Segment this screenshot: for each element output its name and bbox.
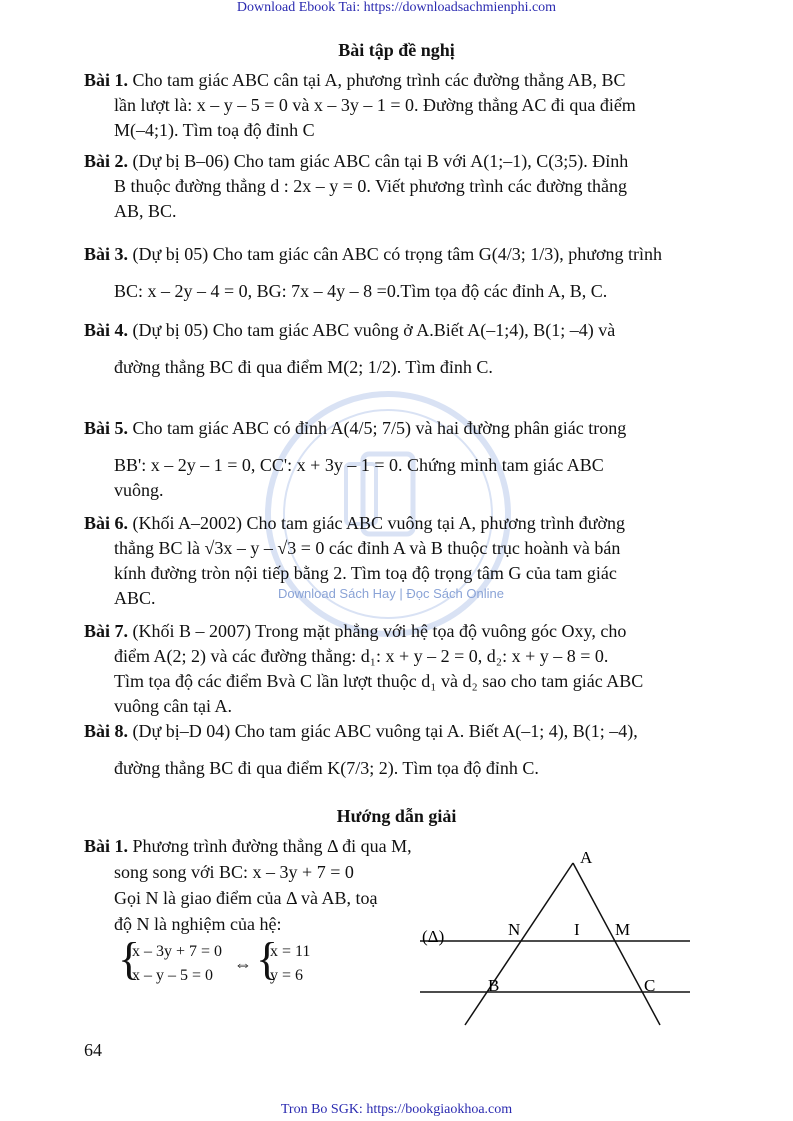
solutions-title: Hướng dẫn giải xyxy=(336,806,457,826)
exercise-text: đường thẳng BC đi qua điểm M(2; 1/2). Tìm đỉnh C. xyxy=(114,357,493,377)
exercise-text: ABC. xyxy=(114,588,156,608)
line-ac xyxy=(573,863,660,1025)
exercise-text: điểm A(2; 2) và các đường thẳng: d₁: x + y – 2 = 0, d₂: x + y – 8 = 0. xyxy=(114,646,609,666)
exercise-text: kính đường tròn nội tiếp bằng 2. Tìm toạ độ trọng tâm G của tam giác xyxy=(114,563,617,583)
exercise-6 xyxy=(84,511,724,611)
exercise-8 xyxy=(84,719,724,781)
exercise-text: lần lượt là: x – y – 5 = 0 và x – 3y – 1 = 0. Đường thẳng AC đi qua điểm xyxy=(114,95,636,115)
exercise-text: vuông cân tại A. xyxy=(114,696,232,716)
exercise-text: M(–4;1). Tìm toạ độ đỉnh C xyxy=(114,120,315,140)
label-delta: (Δ) xyxy=(422,927,445,946)
system-left xyxy=(132,940,242,988)
exercise-text: thẳng BC là √3x – y – √3 = 0 các đỉnh A và B thuộc trục hoành và bán xyxy=(114,538,621,558)
exercise-label: Bài 5. xyxy=(84,418,129,438)
exercise-label: Bài 6. xyxy=(84,513,129,533)
exercise-label: Bài 4. xyxy=(84,320,129,340)
solution-text: song song với BC: x – 3y + 7 = 0 xyxy=(114,862,354,882)
equiv-symbol: ⇔ xyxy=(234,954,252,974)
label-m: M xyxy=(615,920,631,939)
exercise-text: Tìm tọa độ các điểm Bvà C lần lượt thuộc d₁ và d₂ sao cho tam giác ABC xyxy=(114,671,644,691)
exercise-text: Cho tam giác ABC cân tại A, phương trình các đường thẳng AB, BC xyxy=(132,70,626,90)
label-b: B xyxy=(488,976,500,995)
exercise-1 xyxy=(84,68,724,143)
triangle-figure xyxy=(410,835,700,1030)
exercise-text: (Dự bị B–06) Cho tam giác ABC cân tại B với A(1;–1), C(3;5). Đỉnh xyxy=(132,151,629,171)
exercise-text: (Dự bị–D 04) Cho tam giác ABC vuông tại A. Biết A(–1; 4), B(1; –4), xyxy=(132,721,638,741)
label-c: C xyxy=(644,976,656,995)
solution-text: Phương trình đường thẳng Δ đi qua M, xyxy=(132,836,412,856)
exercise-4 xyxy=(84,318,724,380)
solution-text: độ N là nghiệm của hệ: xyxy=(114,914,282,934)
exercise-text: (Khối A–2002) Cho tam giác ABC vuông tại A, phương trình đường xyxy=(132,513,626,533)
section-title: Bài tập đề nghị xyxy=(338,40,455,60)
equation: x – 3y + 7 = 0 xyxy=(132,943,223,960)
exercise-label: Bài 1. xyxy=(84,70,129,90)
header-download-link[interactable]: Download Ebook Tai: https://downloadsachmienphi.com xyxy=(236,0,557,15)
exercise-2 xyxy=(84,149,724,224)
system-right xyxy=(270,940,330,988)
exercise-label: Bài 8. xyxy=(84,721,129,741)
solution-text: Gọi N là giao điểm của Δ và AB, toạ xyxy=(114,888,378,908)
exercise-label: Bài 7. xyxy=(84,621,129,641)
exercise-7 xyxy=(84,619,724,719)
exercise-text: vuông. xyxy=(114,480,164,500)
exercise-label: Bài 3. xyxy=(84,244,129,264)
exercise-label: Bài 2. xyxy=(84,151,129,171)
exercise-text: B thuộc đường thẳng d : 2x – y = 0. Viết phương trình các đường thẳng xyxy=(114,176,627,196)
exercise-text: (Khối B – 2007) Trong mặt phẳng với hệ tọa độ vuông góc Oxy, cho xyxy=(132,621,627,641)
label-i: I xyxy=(574,920,580,939)
exercise-text: đường thẳng BC đi qua điểm K(7/3; 2). Tìm tọa độ đỉnh C. xyxy=(114,758,539,778)
equation: y = 6 xyxy=(270,967,304,984)
label-a: A xyxy=(580,848,593,867)
equation: x = 11 xyxy=(270,943,311,960)
page-number: 64 xyxy=(84,1040,102,1060)
exercise-text: BB': x – 2y – 1 = 0, CC': x + 3y – 1 = 0. Chứng minh tam giác ABC xyxy=(114,455,604,475)
left-brace: { xyxy=(118,933,141,984)
exercise-text: (Dự bị 05) Cho tam giác ABC vuông ở A.Biết A(–1;4), B(1; –4) và xyxy=(132,320,616,340)
exercise-text: BC: x – 2y – 4 = 0, BG: 7x – 4y – 8 =0.Tìm tọa độ các đỉnh A, B, C. xyxy=(114,281,608,301)
footer-sgk-link[interactable]: Tron Bo SGK: https://bookgiaokhoa.com xyxy=(280,1102,513,1117)
exercise-5 xyxy=(84,416,724,503)
line-ab xyxy=(465,863,573,1025)
watermark-text: Download Sách Hay | Đọc Sách Online xyxy=(278,586,504,601)
solution-label: Bài 1. xyxy=(84,836,129,856)
exercise-text: Cho tam giác ABC có đỉnh A(4/5; 7/5) và hai đường phân giác trong xyxy=(132,418,627,438)
exercise-3 xyxy=(84,242,724,304)
right-brace: { xyxy=(256,933,279,984)
label-n: N xyxy=(508,920,521,939)
exercise-text: (Dự bị 05) Cho tam giác cân ABC có trọng tâm G(4/3; 1/3), phương trình xyxy=(132,244,662,264)
equation: x – y – 5 = 0 xyxy=(132,967,214,984)
exercise-text: AB, BC. xyxy=(114,201,177,221)
